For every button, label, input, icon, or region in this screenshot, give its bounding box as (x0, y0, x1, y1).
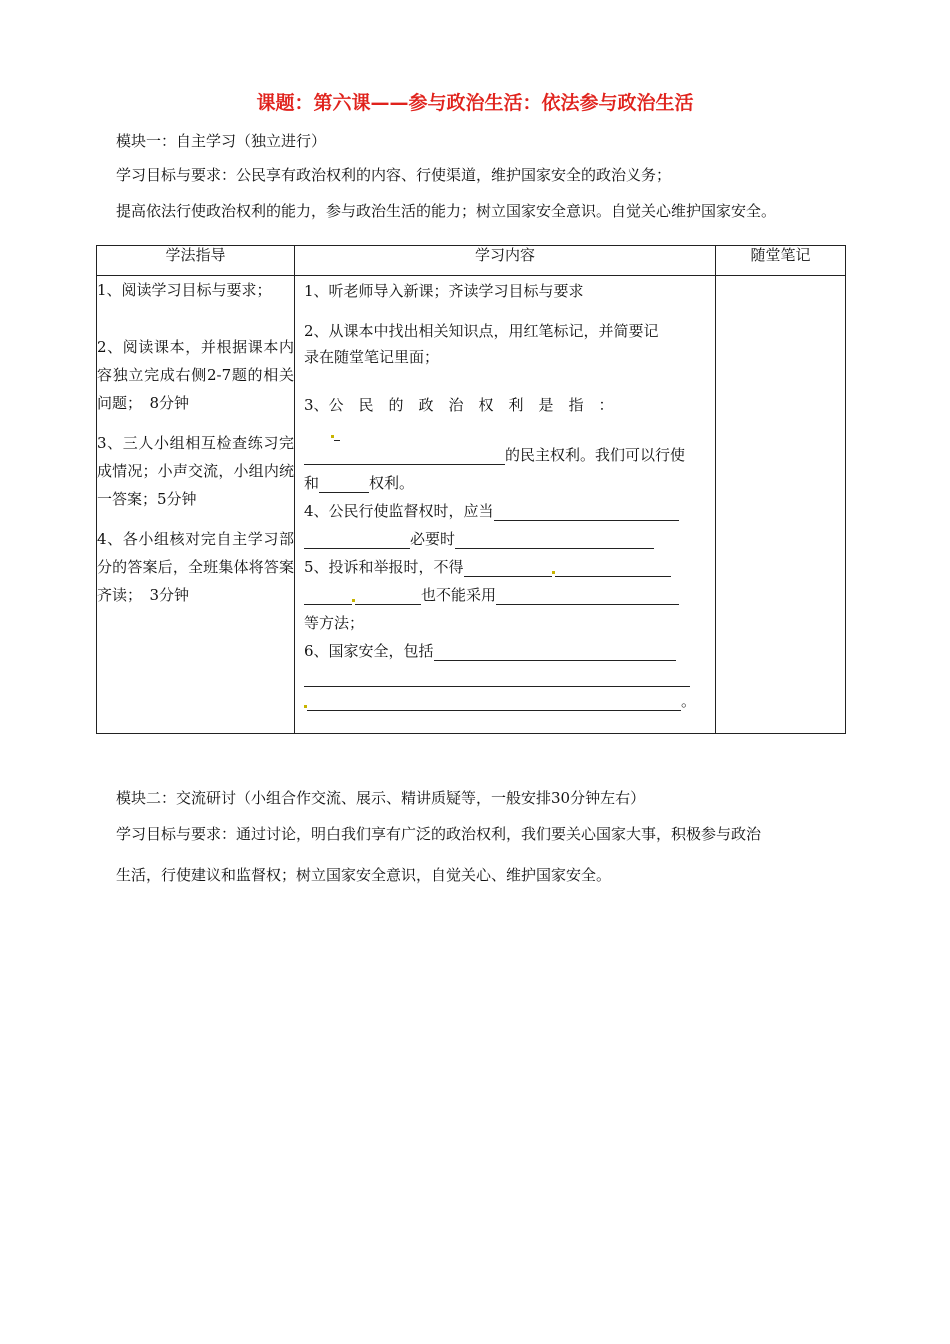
question-3-line1: 3、公 民 的 政 治 权 利 是 指 ： (304, 396, 614, 414)
content-column (295, 276, 716, 734)
question-5-nor: 也不能采用 (421, 586, 497, 604)
question-1: 1、听老师导入新课；齐读学习目标与要求 (304, 282, 584, 300)
answer-blank[interactable] (304, 586, 352, 605)
answer-blank[interactable] (464, 558, 552, 577)
guide-step-1: 1、阅读学习目标与要求； (97, 281, 272, 299)
answer-blank[interactable] (455, 530, 654, 549)
header-guide: 学法指导 (97, 246, 295, 276)
question-6-period: 。 (681, 692, 697, 710)
guide-column (97, 276, 295, 734)
question-3-rights: 权利。 (369, 474, 415, 492)
question-6-text: 6、国家安全，包括 (304, 642, 434, 660)
question-4-text: 4、公民行使监督权时，应当 (304, 502, 494, 520)
question-6-line3 (304, 690, 696, 711)
answer-blank[interactable] (496, 586, 679, 605)
question-5-line3: 等方法； (304, 614, 365, 632)
question-5-text: 5、投诉和举报时，不得 (304, 558, 464, 576)
guide-step-3: 3、三人小组相互检查练习完成情况；小声交流，小组内统一答案；5分钟 (97, 434, 294, 508)
question-5-line1 (304, 556, 671, 577)
question-3-text: 的民主权利。我们可以行使 (505, 446, 686, 464)
guide-step-4: 4、各小组核对完自主学习部分的答案后，全班集体将答案齐读； 3分钟 (97, 530, 294, 604)
answer-blank[interactable] (494, 502, 679, 521)
answer-blank[interactable] (304, 530, 410, 549)
guide-step-2: 2、阅读课本，并根据课本内容独立完成右侧2-7题的相关问题； 8分钟 (97, 338, 294, 412)
module1-heading: 模块一：自主学习（独立进行） (116, 132, 327, 150)
marker-dot-1 (331, 422, 340, 441)
answer-blank[interactable] (304, 668, 690, 687)
answer-blank[interactable] (304, 446, 505, 465)
notes-column[interactable] (716, 276, 846, 734)
question-2-line1: 2、从课本中找出相关知识点，用红笔标记，并简要记 (304, 322, 659, 340)
question-3-and: 和 (304, 474, 320, 492)
question-4-necessary: 必要时 (410, 530, 456, 548)
page-title: 课题：第六课——参与政治生活：依法参与政治生活 (256, 92, 694, 114)
question-3-line2 (304, 444, 685, 465)
module2-goals-line1: 学习目标与要求：通过讨论，明白我们享有广泛的政治权利，我们要关心国家大事，积极参与政治 (116, 825, 762, 843)
study-plan-table (96, 245, 846, 734)
question-4-line2 (304, 528, 654, 549)
module1-goals-line2: 提高依法行使政治权利的能力，参与政治生活的能力；树立国家安全意识。自觉关心维护国家安全。 (116, 202, 777, 220)
header-content: 学习内容 (295, 246, 716, 276)
question-6-line2 (304, 668, 690, 687)
answer-blank[interactable] (307, 692, 681, 711)
question-2-line2: 录在随堂笔记里面； (304, 348, 440, 366)
question-4-line1 (304, 500, 679, 521)
answer-blank[interactable] (434, 642, 676, 661)
module2-heading: 模块二：交流研讨（小组合作交流、展示、精讲质疑等，一般安排30分钟左右） (116, 789, 646, 807)
header-notes: 随堂笔记 (716, 246, 846, 276)
module1-goals-line1: 学习目标与要求：公民享有政治权利的内容、行使渠道，维护国家安全的政治义务； (116, 166, 672, 184)
answer-blank[interactable] (355, 586, 421, 605)
module2-goals-line2: 生活，行使建议和监督权；树立国家安全意识，自觉关心、维护国家安全。 (116, 866, 612, 884)
question-3-line3 (304, 472, 414, 493)
question-5-line2 (304, 584, 679, 605)
question-6-line1 (304, 640, 676, 661)
answer-blank[interactable] (319, 474, 369, 493)
answer-blank[interactable] (555, 558, 671, 577)
